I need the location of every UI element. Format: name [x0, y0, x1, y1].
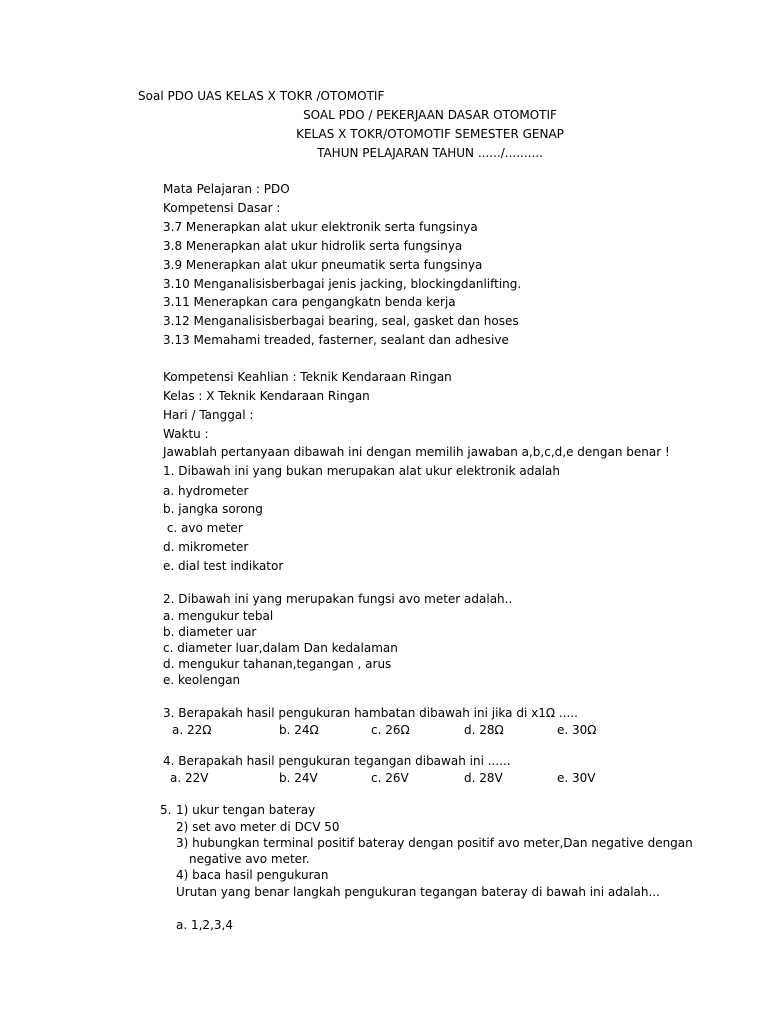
- q4-option: e. 30V: [557, 771, 596, 785]
- q3-option: a. 22Ω: [172, 723, 212, 737]
- q2-option: c. diameter luar,dalam Dan kedalaman: [163, 641, 398, 655]
- heading-line-1: SOAL PDO / PEKERJAAN DASAR OTOMOTIF: [303, 108, 557, 122]
- kompetensi-keahlian: Kompetensi Keahlian : Teknik Kendaraan Ringan: [163, 370, 452, 384]
- hari-tanggal: Hari / Tanggal :: [163, 408, 254, 422]
- question-2: 2. Dibawah ini yang merupakan fungsi avo meter adalah..: [163, 592, 513, 606]
- waktu: Waktu :: [163, 427, 209, 441]
- kompetensi-dasar-item: 3.11 Menerapkan cara pengangkatn benda kerja: [163, 295, 456, 309]
- q2-option: b. diameter uar: [163, 625, 257, 639]
- question-3: 3. Berapakah hasil pengukuran hambatan dibawah ini jika di x1Ω .....: [163, 706, 578, 720]
- kompetensi-dasar-item: 3.10 Menganalisisberbagai jenis jacking, blockingdanlifting.: [163, 277, 522, 291]
- kompetensi-dasar-item: 3.12 Menganalisisberbagai bearing, seal, gasket dan hoses: [163, 314, 519, 328]
- kompetensi-dasar-item: 3.8 Menerapkan alat ukur hidrolik serta fungsinya: [163, 239, 463, 253]
- q4-option: a. 22V: [170, 771, 209, 785]
- q3-option: c. 26Ω: [371, 723, 410, 737]
- q2-option: d. mengukur tahanan,tegangan , arus: [163, 657, 392, 671]
- kompetensi-dasar-item: 3.9 Menerapkan alat ukur pneumatik serta fungsinya: [163, 258, 483, 272]
- q4-option: d. 28V: [464, 771, 503, 785]
- top-title: Soal PDO UAS KELAS X TOKR /OTOMOTIF: [138, 89, 385, 103]
- q5-option: a. 1,2,3,4: [176, 918, 233, 932]
- q5-step: 2) set avo meter di DCV 50: [176, 820, 340, 834]
- kompetensi-dasar-item: 3.13 Memahami treaded, fasterner, sealant dan adhesive: [163, 333, 509, 347]
- q3-option: d. 28Ω: [464, 723, 504, 737]
- question-4: 4. Berapakah hasil pengukuran tegangan dibawah ini ......: [163, 754, 511, 768]
- q1-option: d. mikrometer: [163, 540, 249, 554]
- kelas: Kelas : X Teknik Kendaraan Ringan: [163, 389, 370, 403]
- q5-step: 4) baca hasil pengukuran: [176, 868, 329, 882]
- mata-pelajaran: Mata Pelajaran : PDO: [163, 182, 290, 196]
- q1-option: e. dial test indikator: [163, 559, 284, 573]
- question-5-number: 5.: [160, 803, 172, 817]
- question-1: 1. Dibawah ini yang bukan merupakan alat ukur elektronik adalah: [163, 464, 560, 478]
- q1-option: b. jangka sorong: [163, 502, 263, 516]
- instruction: Jawablah pertanyaan dibawah ini dengan memilih jawaban a,b,c,d,e dengan benar !: [163, 445, 670, 459]
- q5-step: 1) ukur tengan bateray: [176, 803, 316, 817]
- q1-option: a. hydrometer: [163, 484, 249, 498]
- kompetensi-dasar-item: 3.7 Menerapkan alat ukur elektronik serta fungsinya: [163, 220, 478, 234]
- q4-option: b. 24V: [279, 771, 318, 785]
- question-5: Urutan yang benar langkah pengukuran tegangan bateray di bawah ini adalah...: [176, 885, 660, 899]
- q5-step: 3) hubungkan terminal positif bateray dengan positif avo meter,Dan negative dengan: [176, 836, 693, 850]
- q2-option: a. mengukur tebal: [163, 609, 274, 623]
- q5-step-continuation: negative avo meter.: [189, 852, 310, 866]
- q3-option: b. 24Ω: [279, 723, 319, 737]
- heading-line-2: KELAS X TOKR/OTOMOTIF SEMESTER GENAP: [296, 127, 564, 141]
- heading-line-3: TAHUN PELAJARAN TAHUN ....../..........: [317, 146, 543, 160]
- q2-option: e. keolengan: [163, 673, 241, 687]
- kompetensi-dasar-label: Kompetensi Dasar :: [163, 201, 281, 215]
- q4-option: c. 26V: [371, 771, 409, 785]
- q3-option: e. 30Ω: [557, 723, 597, 737]
- q1-option: c. avo meter: [163, 521, 243, 535]
